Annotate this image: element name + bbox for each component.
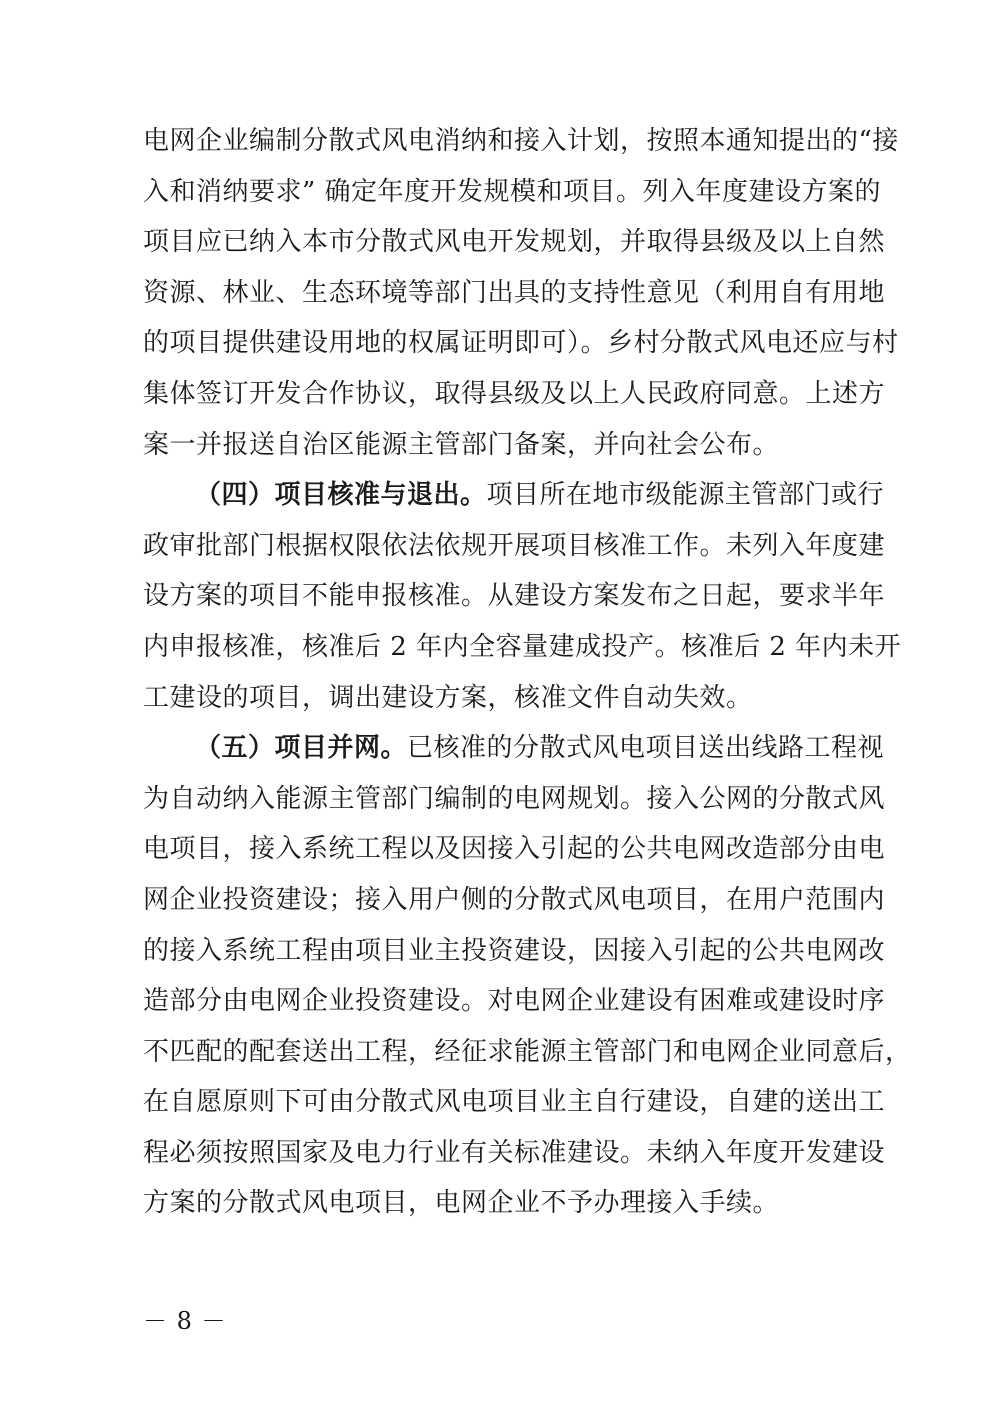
text-line: 为自动纳入能源主管部门编制的电网规划。接入公网的分散式风 [143, 783, 886, 814]
text-line: 资源、林业、生态环境等部门出具的支持性意见（利用自有用地 [143, 277, 886, 308]
text-line: 程必须按照国家及电力行业有关标准建设。未纳入年度开发建设 [143, 1137, 886, 1168]
text-line: 工建设的项目，调出建设方案，核准文件自动失效。 [143, 682, 753, 713]
text-line: 集体签订开发合作协议，取得县级及以上人民政府同意。上述方 [143, 378, 886, 409]
body-text [143, 116, 912, 1229]
text-line: 造部分由电网企业投资建设。对电网企业建设有困难或建设时序 [143, 986, 886, 1017]
heading-continuation: 已核准的分散式风电项目送出线路工程视 [407, 733, 885, 764]
paragraph-continuation [143, 116, 899, 470]
text-line: 电网企业编制分散式风电消纳和接入计划，按照本通知提出的“接 [143, 126, 899, 156]
text-line: 的接入系统工程由项目业主投资建设，因接入引起的公共电网改 [143, 935, 886, 966]
text-line: 电项目，接入系统工程以及因接入引起的公共电网改造部分由电 [143, 834, 886, 865]
paragraph-grid-connection [143, 723, 912, 1229]
text-line: 的项目提供建设用地的权属证明即可）。乡村分散式风电还应与村 [143, 328, 899, 359]
text-line [143, 723, 885, 774]
text-line: 不匹配的配套送出工程，经征求能源主管部门和电网企业同意后， [143, 1036, 912, 1067]
text-line: 政审批部门根据权限依法依规开展项目核准工作。未列入年度建 [143, 530, 886, 561]
text-line: 方案的分散式风电项目，电网企业不予办理接入手续。 [143, 1188, 780, 1219]
text-line: 网企业投资建设；接入用户侧的分散式风电项目，在用户范围内 [143, 884, 886, 915]
paragraph-project-approval [143, 470, 902, 723]
text-line: 入和消纳要求” 确定年度开发规模和项目。列入年度建设方案的 [143, 176, 882, 207]
page-number: － 8 － [143, 1307, 227, 1335]
text-line: 在自愿原则下可由分散式风电项目业主自行建设，自建的送出工 [143, 1087, 886, 1118]
text-line [143, 470, 885, 521]
heading-continuation: 项目所在地市级能源主管部门或行 [486, 480, 885, 511]
section-heading-approval: （四）项目核准与退出。 [195, 480, 487, 511]
text-line: 项目应已纳入本市分散式风电开发规划，并取得县级及以上自然 [143, 227, 886, 258]
text-line: 案一并报送自治区能源主管部门备案，并向社会公布。 [143, 429, 780, 460]
section-heading-grid: （五）项目并网。 [195, 733, 408, 764]
text-line: 内申报核准，核准后 2 年内全容量建成投产。核准后 2 年内未开 [143, 631, 902, 662]
text-line: 设方案的项目不能申报核准。从建设方案发布之日起，要求半年 [143, 581, 886, 612]
